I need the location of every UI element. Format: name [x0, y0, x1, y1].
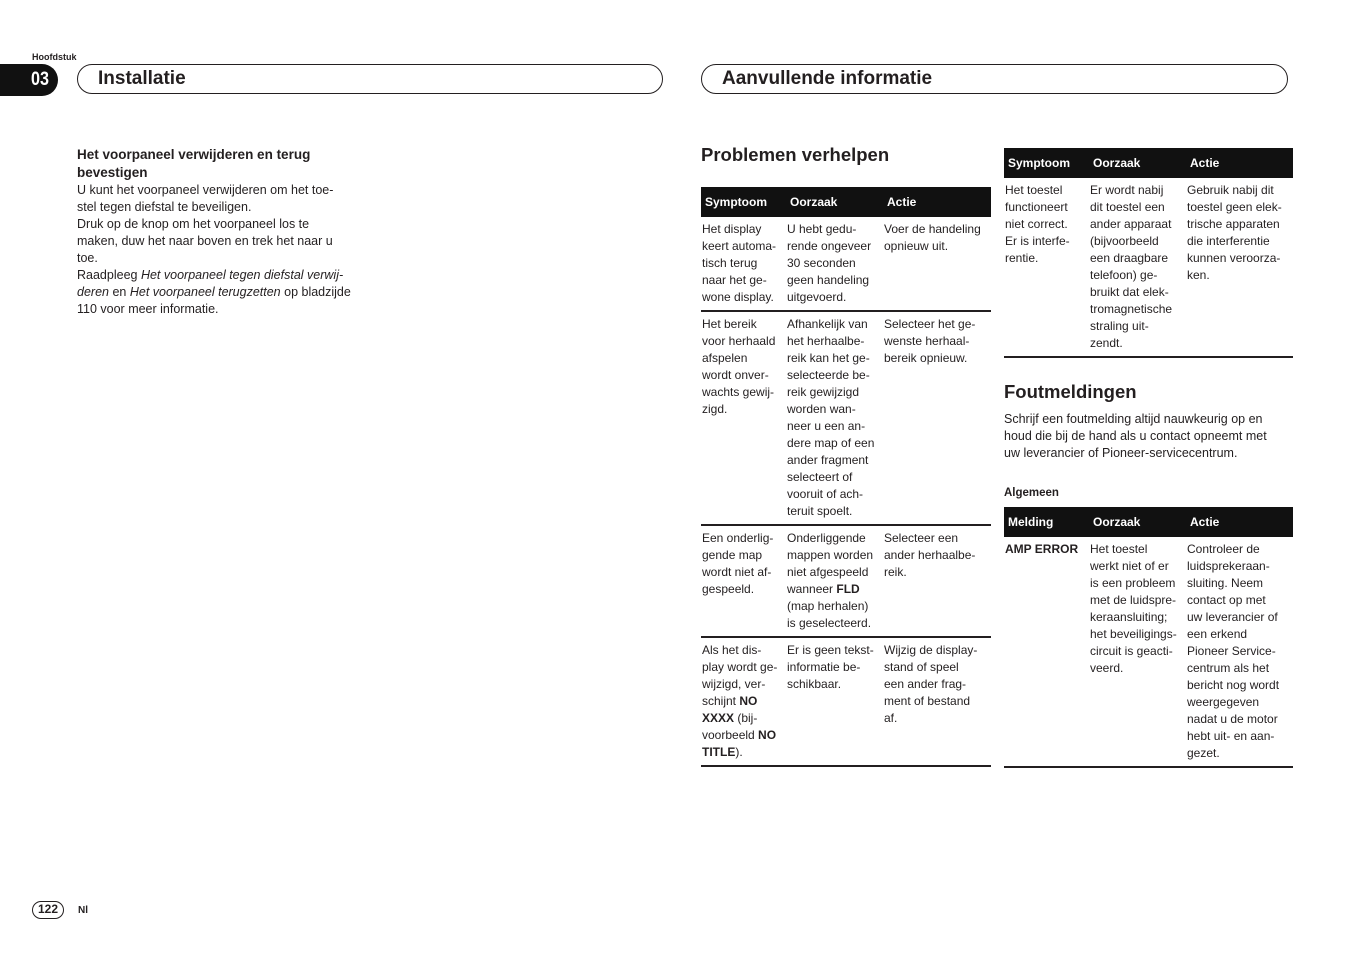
text-line — [77, 284, 367, 301]
cell-line: neer u een an- — [787, 419, 866, 433]
table-row — [701, 525, 991, 637]
cell-line: veerd. — [1090, 661, 1124, 675]
cell-line: een draagbare — [1090, 251, 1169, 265]
cell-line: kunnen veroorza- — [1187, 251, 1281, 265]
section-title-right: Aanvullende informatie — [701, 64, 1288, 94]
problems-table-continued — [1004, 148, 1293, 358]
text-span: en — [108, 285, 130, 299]
errors-subheading: Algemeen — [1004, 487, 1059, 499]
cell-line: stand of speel — [884, 660, 959, 674]
cell-line: dere map of een — [787, 436, 875, 450]
cell-line: afspelen — [702, 351, 748, 365]
page-number: 122 — [32, 901, 64, 919]
cell-line: Controleer de — [1187, 542, 1260, 556]
reference-link-1-cont: deren — [77, 285, 109, 299]
text-span: Raadpleeg — [77, 268, 141, 282]
cell-line: wijzigd, ver- — [702, 677, 766, 691]
cell-line: af. — [884, 711, 898, 725]
cell-line: wordt onver- — [702, 368, 769, 382]
cell-line: vooruit of ach- — [787, 487, 864, 501]
table-row — [1004, 178, 1293, 357]
text-span: (bij- — [734, 711, 758, 725]
cell-line: selecteerde be- — [787, 368, 870, 382]
action-cell — [1186, 537, 1293, 767]
cell-line: selecteert of — [787, 470, 853, 484]
cause-cell — [786, 217, 883, 311]
table-row — [1004, 537, 1293, 767]
cell-line: voor herhaald — [702, 334, 776, 348]
column-header: Oorzaak — [1089, 148, 1186, 178]
paragraph-3 — [77, 267, 367, 318]
text-line: maken, duw het naar boven en trek het naar u — [77, 234, 333, 248]
text-line: U kunt het voorpaneel verwijderen om het toe- — [77, 183, 334, 197]
cell-line: Een onderlig- — [702, 531, 774, 545]
cell-line: mappen worden — [787, 548, 874, 562]
symptom-cell — [701, 311, 786, 525]
cell-line — [702, 744, 782, 761]
text-line: stel tegen diefstal te beveiligen. — [77, 200, 252, 214]
column-header: Actie — [1186, 148, 1293, 178]
cell-line: dit toestel een — [1090, 200, 1165, 214]
cause-cell — [1089, 537, 1186, 767]
cell-line: informatie be- — [787, 660, 861, 674]
cell-line: keraansluiting; — [1090, 610, 1168, 624]
reference-link-1: Het voorpaneel tegen diefstal verwij- — [140, 268, 344, 282]
cell-line: Gebruik nabij dit — [1187, 183, 1274, 197]
cell-line: Het bereik — [702, 317, 757, 331]
cell-line: toestel geen elek- — [1187, 200, 1282, 214]
text-line: Druk op de knop om het voorpaneel los te — [77, 217, 310, 231]
cell-line: met de luidspre- — [1090, 593, 1177, 607]
cell-line: Het toestel — [1090, 542, 1148, 556]
action-cell — [883, 311, 991, 525]
errors-intro — [1004, 411, 1304, 462]
paragraph-2 — [77, 216, 367, 267]
cell-line: een ander frag- — [884, 677, 967, 691]
cell-line: bericht nog wordt — [1187, 678, 1280, 692]
symptom-cell — [1004, 178, 1089, 357]
cell-line: circuit is geacti- — [1090, 644, 1173, 658]
text-line: uw leverancier of Pioneer-servicecentrum. — [1004, 446, 1238, 460]
cell-line: bruikt dat elek- — [1090, 285, 1169, 299]
cell-line: schikbaar. — [787, 677, 842, 691]
cell-line: gende map — [702, 548, 763, 562]
paragraph-1 — [77, 182, 367, 216]
cell-line: Er is interfe- — [1005, 234, 1070, 248]
cell-line: Het toestel — [1005, 183, 1063, 197]
cell-line: (map herhalen) — [787, 599, 869, 613]
table-header-row — [1004, 507, 1293, 537]
action-cell — [883, 637, 991, 766]
cell-line: uw leverancier of — [1187, 610, 1278, 624]
language-code: Nl — [78, 905, 88, 916]
cell-line: wordt niet af- — [702, 565, 772, 579]
cell-line: straling uit- — [1090, 319, 1149, 333]
action-cell — [883, 217, 991, 311]
cell-line: zendt. — [1090, 336, 1123, 350]
table-row — [701, 311, 991, 525]
cell-line — [702, 693, 782, 710]
cell-line: Wijzig de display- — [884, 643, 978, 657]
cell-line: ander fragment — [787, 453, 869, 467]
cell-line: centrum als het — [1187, 661, 1270, 675]
cell-line: play wordt ge- — [702, 660, 778, 674]
heading-line: Het voorpaneel verwijderen en terug — [77, 147, 311, 162]
cell-line: Selecteer het ge- — [884, 317, 976, 331]
cell-line: reik. — [884, 565, 907, 579]
cell-line — [702, 727, 782, 744]
cell-line: (bijvoorbeeld — [1090, 234, 1159, 248]
cell-line: worden wan- — [787, 402, 856, 416]
cell-line: ment of bestand — [884, 694, 971, 708]
column-header: Symptoom — [701, 187, 786, 217]
cell-line: Er wordt nabij — [1090, 183, 1164, 197]
cell-line: bereik opnieuw. — [884, 351, 968, 365]
action-cell — [883, 525, 991, 637]
cell-line: ander apparaat — [1090, 217, 1172, 231]
cell-line: een erkend — [1187, 627, 1248, 641]
cell-line: functioneert — [1005, 200, 1068, 214]
chapter-number: 03 — [31, 69, 49, 90]
cell-line: is een probleem — [1090, 576, 1176, 590]
front-panel-heading — [77, 146, 367, 182]
cell-line: wenste herhaal- — [884, 334, 970, 348]
cell-line: Voer de handeling — [884, 222, 981, 236]
cause-cell — [786, 525, 883, 637]
cell-line: rende ongeveer — [787, 239, 872, 253]
action-cell — [1186, 178, 1293, 357]
cell-line: het herhaalbe- — [787, 334, 865, 348]
table-row — [701, 637, 991, 766]
cell-line: opnieuw uit. — [884, 239, 949, 253]
left-column — [77, 146, 367, 318]
cell-line: weergegeven — [1187, 695, 1260, 709]
text-span: op bladzijde — [280, 285, 351, 299]
reference-link-2: Het voorpaneel terugzetten — [129, 285, 281, 299]
cell-line: die interferentie — [1187, 234, 1270, 248]
error-message: AMP ERROR — [1005, 542, 1079, 556]
text-span: ). — [735, 745, 743, 759]
text-span: schijnt — [702, 694, 740, 708]
cell-line: zigd. — [702, 402, 728, 416]
column-header: Symptoom — [1004, 148, 1089, 178]
cell-line: contact op met — [1187, 593, 1266, 607]
cell-line: Als het dis- — [702, 643, 762, 657]
cell-line: sluiting. Neem — [1187, 576, 1264, 590]
chapter-label: Hoofdstuk — [32, 52, 77, 62]
column-header: Oorzaak — [786, 187, 883, 217]
cell-line: Er is geen tekst- — [787, 643, 874, 657]
column-header: Oorzaak — [1089, 507, 1186, 537]
cell-line: Onderliggende — [787, 531, 866, 545]
cell-line: rentie. — [1005, 251, 1039, 265]
cell-line: is geselecteerd. — [787, 616, 872, 630]
cell-line: tisch terug — [702, 256, 758, 270]
cell-line: U hebt gedu- — [787, 222, 857, 236]
section-title-left: Installatie — [77, 64, 663, 94]
cell-line: telefoon) ge- — [1090, 268, 1158, 282]
cell-line: Het display — [702, 222, 762, 236]
cell-line: teruit spoelt. — [787, 504, 853, 518]
column-header: Actie — [883, 187, 991, 217]
cell-line: luidsprekeraan- — [1187, 559, 1270, 573]
cell-line: wone display. — [702, 290, 774, 304]
cell-line: niet afgespeeld — [787, 565, 869, 579]
cell-line: trische apparaten — [1187, 217, 1280, 231]
cell-line: keert automa- — [702, 239, 777, 253]
cell-line: gezet. — [1187, 746, 1220, 760]
cell-line: ken. — [1187, 268, 1210, 282]
message-cell — [1004, 537, 1089, 767]
column-header: Actie — [1186, 507, 1293, 537]
table-header-row — [701, 187, 991, 217]
cell-line: ander herhaalbe- — [884, 548, 976, 562]
cell-line: geen handeling — [787, 273, 870, 287]
cell-line: 30 seconden — [787, 256, 856, 270]
cell-line: niet correct. — [1005, 217, 1068, 231]
symptom-cell — [701, 217, 786, 311]
display-message: NO — [758, 728, 777, 742]
symptom-cell — [701, 525, 786, 637]
text-line: toe. — [77, 251, 98, 265]
table-row — [701, 217, 991, 311]
cell-line: uitgevoerd. — [787, 290, 847, 304]
cell-line: wachts gewij- — [702, 385, 775, 399]
cell-line: hebt uit- en aan- — [1187, 729, 1275, 743]
cell-line: het beveiligings- — [1090, 627, 1177, 641]
cell-line: Afhankelijk van — [787, 317, 868, 331]
heading-line: bevestigen — [77, 165, 148, 180]
cause-cell — [1089, 178, 1186, 357]
text-span: voorbeeld — [702, 728, 759, 742]
chapter-number-tab — [0, 64, 58, 96]
symptom-cell — [701, 637, 786, 766]
text-line — [77, 267, 367, 284]
problems-table — [701, 187, 991, 767]
display-message: TITLE — [702, 745, 736, 759]
cell-line: reik kan het ge- — [787, 351, 870, 365]
text-line: Schrijf een foutmelding altijd nauwkeurig op en — [1004, 412, 1263, 426]
errors-title: Foutmeldingen — [1004, 381, 1137, 402]
cell-line — [787, 581, 879, 598]
cell-line: tromagnetische — [1090, 302, 1173, 316]
cause-cell — [786, 637, 883, 766]
cell-line: Selecteer een — [884, 531, 959, 545]
problems-title: Problemen verhelpen — [701, 144, 890, 165]
cell-line: gespeeld. — [702, 582, 755, 596]
table-header-row — [1004, 148, 1293, 178]
cell-line: reik gewijzigd — [787, 385, 860, 399]
display-message: NO — [739, 694, 758, 708]
display-message: XXXX — [702, 711, 735, 725]
cell-line: werkt niet of er — [1090, 559, 1169, 573]
cell-line: nadat u de motor — [1187, 712, 1278, 726]
text-line: houd die bij de hand als u contact opneemt met — [1004, 429, 1267, 443]
errors-table — [1004, 507, 1293, 768]
column-header: Melding — [1004, 507, 1089, 537]
cause-cell — [786, 311, 883, 525]
display-indicator-fld: FLD — [836, 582, 860, 596]
cell-line: naar het ge- — [702, 273, 767, 287]
text-span: wanneer — [787, 582, 837, 596]
cell-line: Pioneer Service- — [1187, 644, 1276, 658]
cell-line — [702, 710, 782, 727]
text-line: 110 voor meer informatie. — [77, 302, 219, 316]
